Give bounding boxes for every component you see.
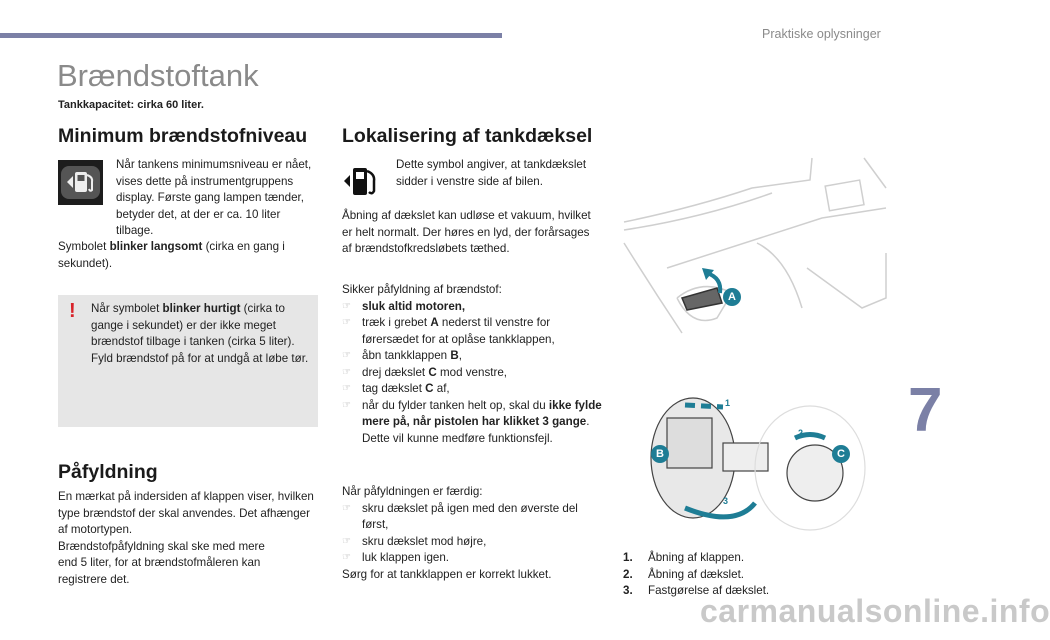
list-item: ☞ træk i grebet A nederst til venstre for førersædet for at oplåse tankklappen, (342, 316, 555, 346)
heading-minimum: Minimum brændstofniveau (58, 125, 308, 147)
chapter-number: 7 (908, 376, 943, 445)
caption-item: 2. Åbning af dækslet. (623, 567, 745, 581)
section-title: Praktiske oplysninger (762, 27, 881, 41)
label-c: C (832, 445, 850, 463)
vacuum-text: Åbning af dækslet kan udløse et vakuum, hvilket er helt normalt. Der høres en lyd, der forårsages af brændstofkredsløbets tæthed. (342, 209, 591, 255)
label-a: A (723, 288, 741, 306)
heading-refuel: Påfyldning (58, 461, 158, 483)
locate-icon-text: Dette symbol angiver, at tankdækslet sidder i venstre side af bilen. (396, 158, 587, 188)
caption-item: 3. Fastgørelse af dækslet. (623, 584, 770, 597)
list-item: ☞ skru dækslet på igen med den øverste del først, (342, 501, 578, 531)
safe-refuel-section: Sikker påfyldning af brændstof: ☞ sluk altid motoren, ☞ træk i grebet A nederst til venstre for førersædet for at oplåse tankklappen, ☞ åbn tankklappen B, ☞ drej dækslet C mod venstre, ☞ tag dækslet C af, ☞ når du fylder tanken helt op, skal du ikke fylde mere på, når pistolen har klikket 3 gange. Dette vil kunne medføre funktionsfejl. (342, 282, 604, 447)
heading-locate: Lokalisering af tankdæksel (342, 125, 593, 147)
list-item: ☞ åbn tankklappen B, (342, 349, 462, 362)
low-fuel-warning-icon (58, 160, 103, 205)
watermark: carmanualsonline.info (700, 593, 1050, 629)
list-item: ☞ skru dækslet mod højre, (342, 534, 487, 548)
step-1-label: 1 (725, 398, 731, 408)
warning-box (58, 295, 318, 427)
page-title: Brændstoftank (57, 58, 259, 93)
fuel-door-left-icon (342, 165, 386, 197)
warning-icon: ! (69, 300, 76, 322)
after-refuel-section: Når påfyldningen er færdig: ☞ skru dækslet på igen med den øverste del først, ☞ skru dækslet mod højre, ☞ luk klappen igen. Sørg for at tankklappen er korrekt lukket. (342, 484, 604, 583)
list-item: ☞ sluk altid motoren, (342, 299, 466, 313)
step-2-label: 2 (798, 428, 804, 438)
refuel-text: En mærkat på indersiden af klappen viser, hvilken type brændstof der skal anvendes. Det afhænger af motortypen. Brændstofpåfyldning skal ske med mere end 5 liter, for at brændstofmåleren kan registrere det. (58, 490, 314, 586)
list-item: ☞ tag dækslet C af, (342, 382, 450, 395)
tank-capacity: Tankkapacitet: cirka 60 liter. (58, 99, 204, 111)
header-bar (0, 33, 502, 38)
caption-item: 1. Åbning af klappen. (623, 551, 745, 564)
fuel-cap-illustration (645, 393, 860, 523)
list-item: ☞ luk klappen igen. (342, 551, 450, 564)
warning-text: Når symbolet blinker hurtigt (cirka to gange i sekundet) er der ikke meget brændstof tilbage i tanken (cirka 5 liter). Fyld brændstof på for at undgå at løbe tør. (91, 302, 309, 365)
fuel-release-lever-illustration (622, 158, 886, 333)
list-item: ☞ når du fylder tanken helt op, skal du ikke fylde mere på, når pistolen har klikket 3 gange. Dette vil kunne medføre funktionsfejl. (342, 398, 602, 445)
minimum-slow-blink: Symbolet blinker langsomt (cirka en gang i sekundet). (58, 240, 285, 270)
minimum-intro: Når tankens minimumsniveau er nået, vises dette på instrumentgruppens display. Første gang lampen tænder, betyder det, at der er ca. 10 liter tilbage. (116, 158, 312, 237)
list-item: ☞ drej dækslet C mod venstre, (342, 365, 507, 379)
step-3-label: 3 (723, 496, 729, 506)
label-b: B (651, 445, 669, 463)
